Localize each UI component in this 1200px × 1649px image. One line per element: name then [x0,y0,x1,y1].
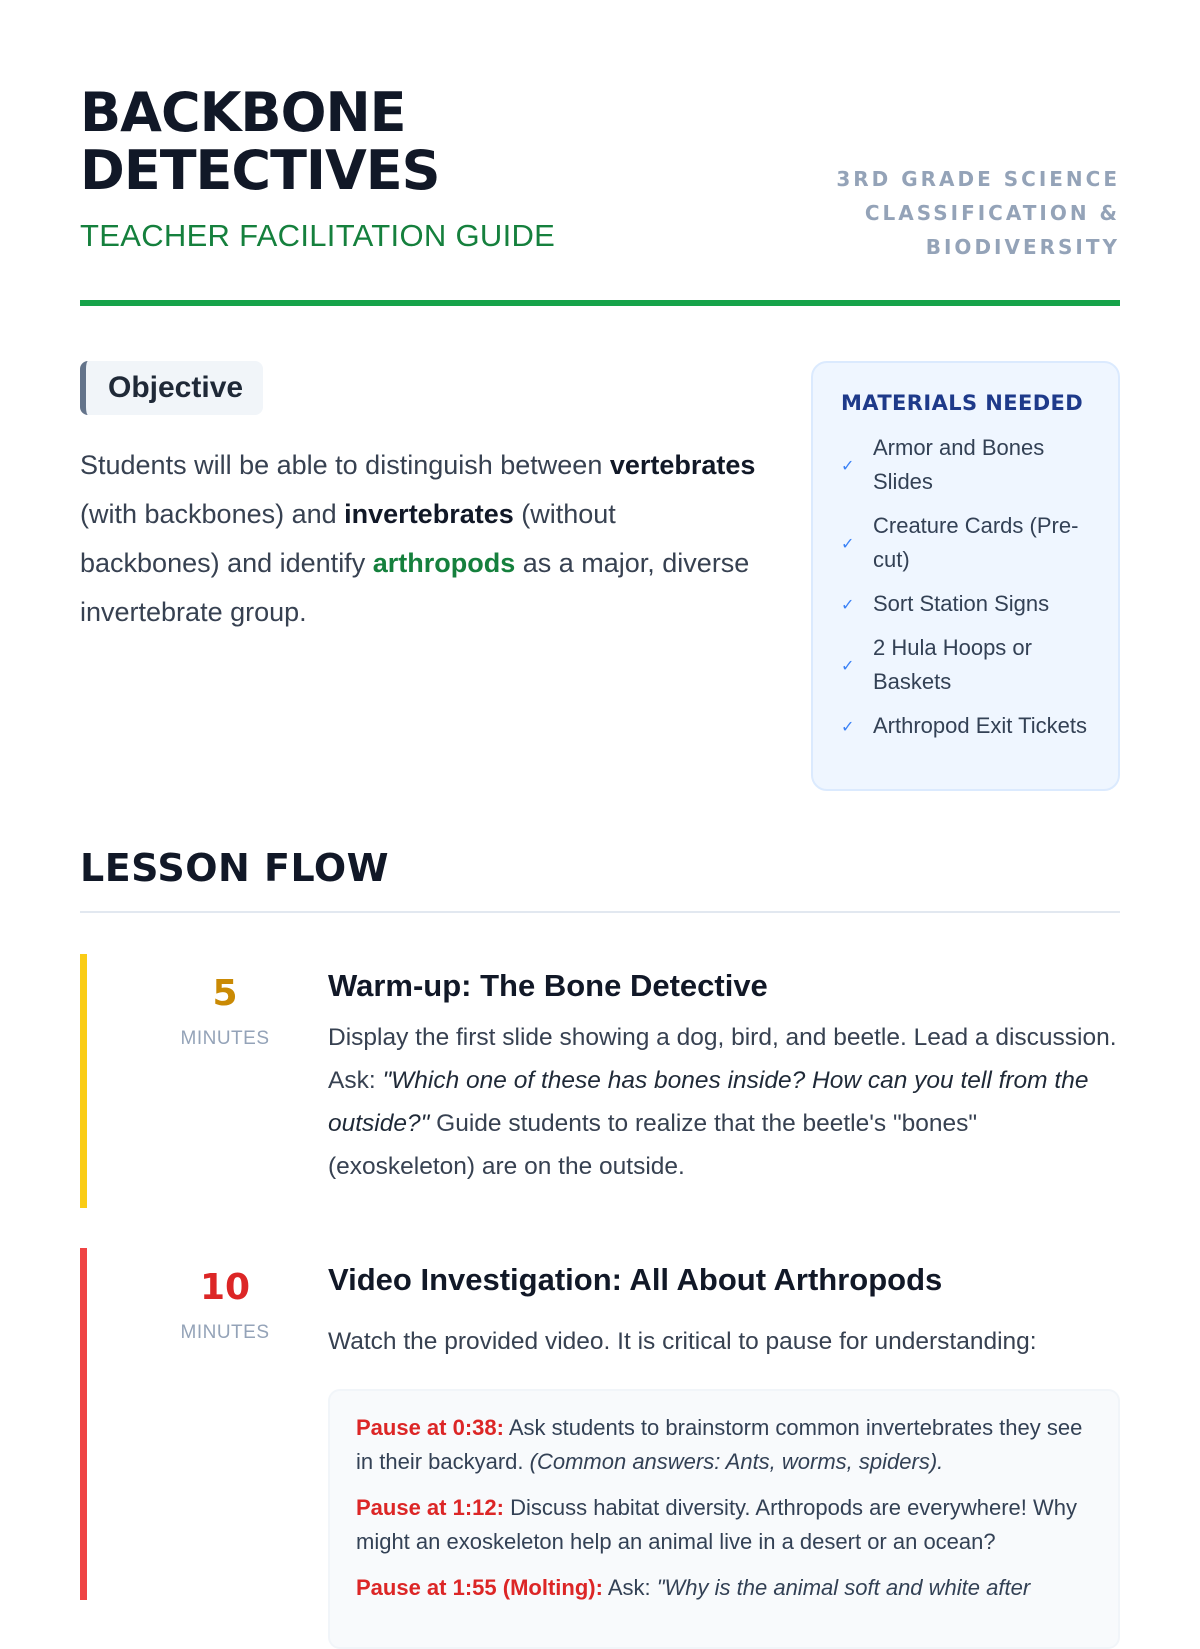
guide-header [80,81,1120,304]
step-minutes: 5 [212,973,238,1014]
course-meta [760,162,1120,264]
unit-label-line-2: BIODIVERSITY [925,235,1120,259]
pause-timestamp: Pause at 1:12: [356,1495,504,1520]
step-body [328,968,1120,1188]
page-title-line-1: BACKBONE [80,81,406,144]
objective-text-part: (with backbones) and [80,499,345,529]
step-minutes-unit: MINUTES [180,1322,270,1343]
materials-item [841,631,1094,699]
pause-point [356,1491,1092,1559]
objective-section [80,361,760,637]
step-accent-bar [80,1248,87,1600]
step-text-part: Guide students to realize that the beetle's "bones" (exoskeleton) are on the outside. [328,1110,978,1180]
check-icon: ✓ [841,716,855,736]
materials-item [841,431,1094,499]
lesson-step-warmup [80,954,1120,1208]
pause-text: Ask: [602,1575,657,1600]
pause-point [356,1411,1092,1479]
check-icon: ✓ [841,533,855,553]
term-invertebrates: invertebrates [344,499,514,529]
check-icon: ✓ [841,655,855,675]
step-minutes-unit: MINUTES [180,1028,270,1049]
pause-note: "Why is the animal soft and white after [656,1575,1031,1600]
materials-item [841,509,1094,577]
pause-timestamp: Pause at 0:38: [356,1415,504,1440]
materials-item-label: 2 Hula Hoops or Baskets [873,635,1032,694]
step-description [328,1016,1120,1188]
materials-item-label: Sort Station Signs [873,591,1050,616]
objective-text-part: as a major, diverse invertebrate group. [80,548,750,627]
materials-item [841,709,1094,743]
step-duration [160,972,290,1050]
term-vertebrates: vertebrates [609,450,756,480]
objective-label: Objective [80,361,263,415]
materials-item-label: Arthropod Exit Tickets [873,713,1087,738]
step-heading: Video Investigation: All About Arthropods [328,1262,943,1297]
grade-label: 3RD GRADE SCIENCE [836,167,1120,191]
check-icon: ✓ [841,594,855,614]
lesson-step-video [80,1248,1120,1600]
step-duration [160,1266,290,1344]
step-question: "Which one of these has bones inside? How can you tell from the outside?" [328,1067,1089,1137]
objective-text-part: Students will be able to distinguish between [80,450,610,480]
objective-text [80,441,760,637]
lesson-flow-divider [80,911,1120,913]
unit-label-line-1: CLASSIFICATION & [864,201,1120,225]
term-arthropods: arthropods [372,548,516,578]
page-subtitle: TEACHER FACILITATION GUIDE [80,218,556,253]
step-description: Watch the provided video. It is critical to pause for understanding: [328,1328,1037,1355]
materials-title: MATERIALS NEEDED [841,391,1084,415]
title-block [80,81,720,254]
pause-text: Discuss habitat diversity. Arthropods are everywhere! Why might an exoskeleton help an animal live in a desert or an ocean? [356,1495,1078,1554]
materials-item [841,587,1094,621]
video-pause-points [328,1389,1120,1649]
step-text-part: Display the first slide showing a dog, bird, and beetle. Lead a discussion. Ask: [328,1024,1117,1094]
pause-timestamp: Pause at 1:55 (Molting): [356,1575,603,1600]
pause-text: Ask students to brainstorm common invertebrates they see in their backyard. [356,1415,1083,1474]
check-icon: ✓ [841,455,855,475]
step-heading: Warm-up: The Bone Detective [328,968,768,1003]
step-body [328,1262,1120,1649]
header-divider [80,300,1120,306]
materials-card [811,361,1120,791]
step-accent-bar [80,954,87,1208]
lesson-flow-title: LESSON FLOW [80,846,390,890]
step-minutes: 10 [199,1267,251,1308]
materials-item-label: Creature Cards (Pre-cut) [873,513,1079,572]
page-title-line-2: DETECTIVES [80,139,440,202]
materials-item-label: Armor and Bones Slides [873,435,1045,494]
pause-note: (Common answers: Ants, worms, spiders). [529,1449,944,1474]
objective-text-part: (without backbones) and identify [80,499,616,578]
